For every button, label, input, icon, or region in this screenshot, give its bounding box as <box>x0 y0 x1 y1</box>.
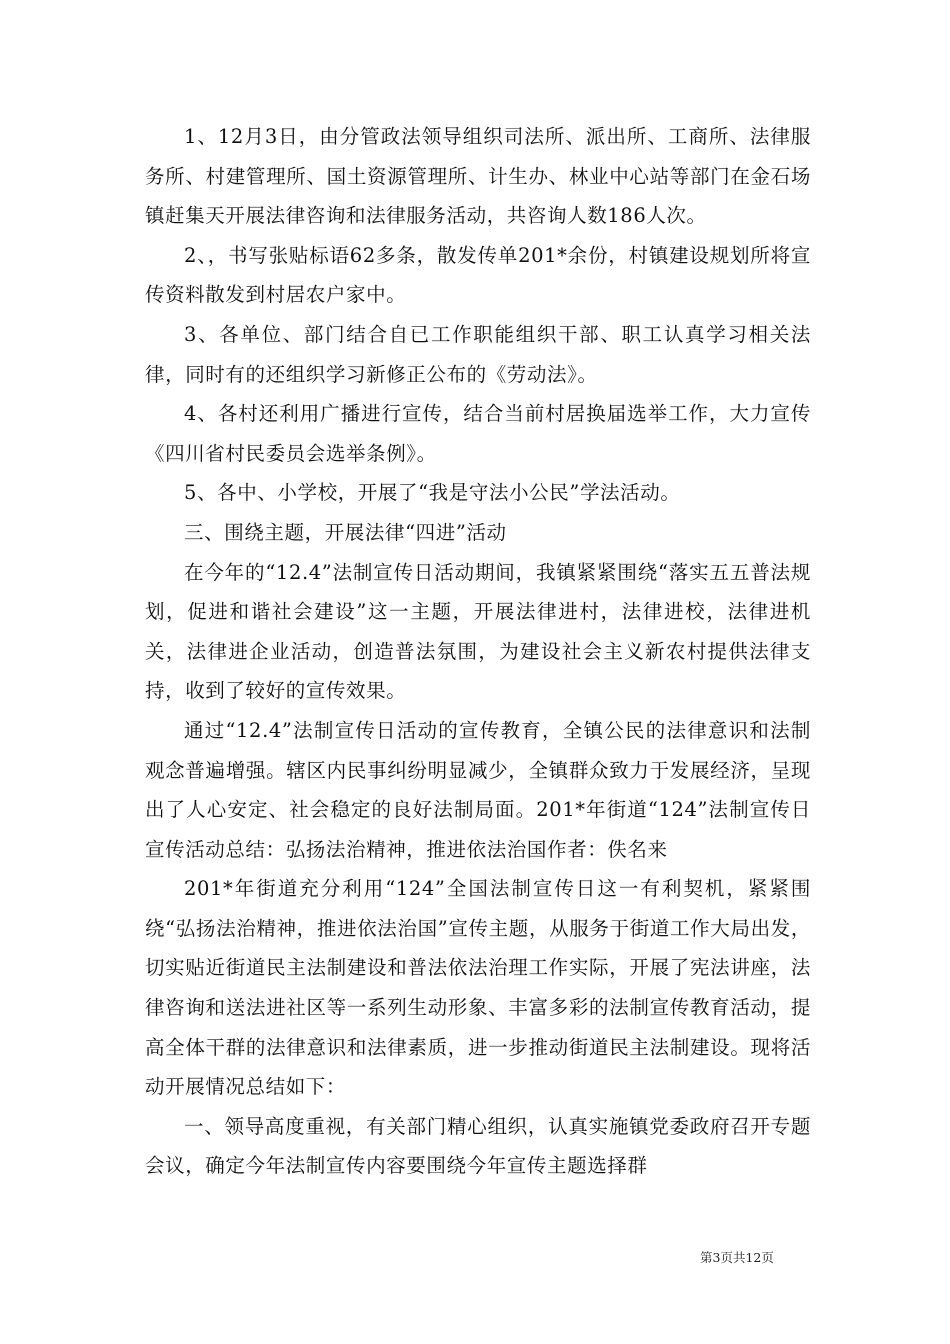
paragraph-5: 5、各中、小学校，开展了“我是守法小公民”学法活动。 <box>184 481 681 505</box>
paragraph-2: 2、，书写张贴标语62多条，散发传单201*余份，村镇建设规划所将宣传资料散发到村居农户家中。 <box>145 243 811 307</box>
paragraph-7: 在今年的“12.4”法制宣传日活动期间，我镇紧紧围绕“落实五五普法规划，促进和谐社会建设”这一主题，开展法律进村，法律进校，法律进机关，法律进企业活动，创造普法氛围，为建设社会主义新农村提供法律支持，收到了较好的宣传效果。 <box>145 560 811 703</box>
document-body <box>145 117 811 1186</box>
paragraph-10: 一、领导高度重视，有关部门精心组织，认真实施镇党委政府召开专题会议，确定今年法制宣传内容要围绕今年宣传主题选择群 <box>145 1114 811 1178</box>
page-number-footer: 第3页共12页 <box>700 1250 774 1265</box>
paragraph-3: 3、各单位、部门结合自已工作职能组织干部、职工认真学习相关法律，同时有的还组织学习新修正公布的《劳动法》。 <box>145 322 811 386</box>
paragraph-9: 201*年街道充分利用“124”全国法制宣传日这一有利契机，紧紧围绕“弘扬法治精神，推进依法治国”宣传主题，从服务于街道工作大局出发，切实贴近街道民主法制建设和普法依法治理工作实际，开展了宪法讲座，法律咨询和送法进社区等一系列生动形象、丰富多彩的法制宣传教育活动，提高全体干群的法律意识和法律素质，进一步推动街道民主法制建设。现将活动开展情况总结如下： <box>145 877 811 1099</box>
paragraph-8: 通过“12.4”法制宣传日活动的宣传教育，全镇公民的法律意识和法制观念普遍增强。辖区内民事纠纷明显减少，全镇群众致力于发展经济，呈现出了人心安定、社会稳定的良好法制局面。201*年街道“124”法制宣传日宣传活动总结：弘扬法治精神，推进依法治国作者：佚名来 <box>145 718 811 861</box>
section-heading-3: 三、围绕主题，开展法律“四进”活动 <box>184 520 507 544</box>
paragraph-4: 4、各村还利用广播进行宣传，结合当前村居换届选举工作，大力宣传《四川省村民委员会选举条例》。 <box>145 402 811 465</box>
paragraph-1: 1、12月3日，由分管政法领导组织司法所、派出所、工商所、法律服务所、村建管理所、国土资源管理所、计生办、林业中心站等部门在金石场镇赶集天开展法律咨询和法律服务活动，共咨询人数186人次。 <box>145 125 811 228</box>
